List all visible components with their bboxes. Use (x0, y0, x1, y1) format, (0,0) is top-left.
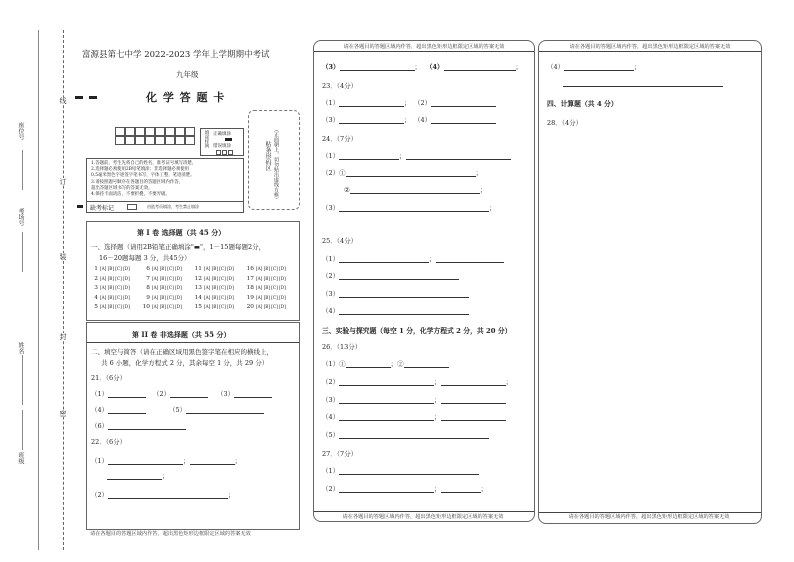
exam-no-label: 考场号 (17, 208, 24, 226)
panel2-notice-top: 请在各题目的答题区域内作答，超出黑色矩形边框限定区域的答案无效 (343, 44, 505, 50)
answer-line[interactable] (190, 457, 235, 465)
exam-header: 富源县第七中学 2022-2023 学年上学期期中考试 (82, 50, 270, 60)
corner-mark (89, 96, 97, 99)
answer-line[interactable] (441, 485, 481, 493)
choice-question-14 (194, 295, 234, 301)
id-digit-box[interactable] (115, 127, 125, 136)
choice-question-3 (90, 285, 130, 291)
answer-line[interactable] (339, 290, 469, 298)
panel-3 (538, 40, 762, 524)
answer-line[interactable] (339, 467, 479, 475)
answer-line[interactable] (108, 422, 186, 430)
answer-line[interactable] (444, 63, 516, 71)
choice-question-13 (194, 285, 234, 291)
corner-mark (75, 96, 83, 99)
answer-line[interactable] (441, 378, 506, 386)
section2-instruction-1: 二、填空与简答（请在正确区域用黑色签字笔在相应的横线上， (91, 348, 273, 356)
choice-question-7 (142, 276, 182, 282)
panel3-notice-bottom: 请在各题目的答题区域内作答，超出黑色矩形边框限定区域的答案无效 (568, 514, 730, 520)
answer-line[interactable] (339, 272, 459, 280)
section2-instruction-2: 共 6 小题，化学方程式 2 分，其余每空 1 分，共 29 分） (101, 359, 269, 367)
q23-label: 23．（4分） (322, 82, 358, 90)
q26-label: 26．（13分） (322, 343, 362, 351)
choice-options-bubbles[interactable]: [A] [B] [C] [D] (152, 285, 182, 290)
choice-question-number: 1 (94, 266, 98, 272)
answer-line[interactable] (340, 63, 415, 71)
answer-line[interactable] (441, 396, 506, 404)
choice-options-bubbles[interactable]: [A] [B] [C] [D] (204, 266, 234, 271)
q26-part-2: （2） ； ； (322, 378, 513, 386)
section1-title: 第 I 卷 选择题（共 45 分） (137, 228, 226, 237)
q23-part-4: （4） (414, 115, 496, 124)
q25-part-4: （4） (322, 306, 469, 315)
id-digit-box[interactable] (115, 136, 125, 145)
seal-word-3: 装 (59, 253, 67, 260)
id-digit-box[interactable] (125, 127, 135, 136)
id-digit-box[interactable] (155, 127, 165, 136)
choice-options-bubbles[interactable]: [A] [B] [C] [D] (152, 275, 182, 281)
correct-fill-label: 正确填涂 (213, 132, 231, 137)
absent-checkbox[interactable] (127, 204, 137, 210)
panel2-notice-bottom: 请在各题目的答题区域内作答，超出黑色矩形边框限定区域的答案无效 (342, 514, 504, 520)
choice-options-bubbles[interactable]: [A] [B] [C] [D] (204, 304, 234, 309)
answer-line[interactable] (339, 204, 489, 212)
answer-line[interactable] (404, 360, 449, 368)
answer-line[interactable] (441, 413, 506, 421)
class-label: 班级 (17, 452, 24, 464)
choice-question-number: 12 (194, 275, 202, 282)
instruction-line: 0.5毫米黑色字迹签字笔书写，字体工整，笔迹清楚。 (91, 173, 195, 179)
q21-part-6: （6） (91, 421, 186, 430)
correct-fill-mark (225, 138, 232, 141)
choice-question-number: 20 (246, 304, 254, 310)
q23-part-3: （3） ； (322, 116, 411, 124)
q26-part-3: （3） ； (322, 395, 506, 404)
seal-word-1: 线 (59, 97, 67, 104)
q26-part-1: （1）① ；② (322, 359, 449, 368)
choice-options-bubbles[interactable]: [A] [B] [C] [D] (100, 294, 130, 300)
choice-question-4 (90, 295, 130, 301)
choice-options-bubbles[interactable]: [A] [B] [C] [D] (152, 266, 182, 271)
instruction-line: 4.保持卡面清洁，不要折叠，不要弄破。 (91, 192, 170, 198)
instruction-line: 1.答题前，考生先将自己的姓名、准考证号填写清楚， (91, 161, 197, 166)
choice-question-9 (142, 295, 182, 301)
choice-options-bubbles[interactable]: [A] [B] [C] [D] (204, 275, 234, 281)
answer-line[interactable] (563, 79, 723, 87)
q24-part-1: （1） ； (322, 151, 511, 160)
fill-example-header: 填涂样例 (204, 130, 209, 148)
choice-question-number: 17 (246, 275, 254, 282)
q24-part-2b: ② ； (344, 186, 487, 194)
id-digit-box[interactable] (165, 136, 175, 145)
answer-line[interactable] (339, 485, 434, 493)
choice-question-number: 18 (246, 285, 254, 291)
id-digit-box[interactable] (135, 136, 145, 145)
q27-part-4-cont (563, 79, 723, 87)
q25-label: 25．（4分） (322, 237, 358, 245)
multiple-choice-box (86, 221, 300, 321)
seat-label: 座位号 (17, 122, 24, 140)
id-digit-box[interactable] (185, 127, 195, 136)
choice-question-number: 4 (94, 294, 98, 301)
choice-question-20 (246, 304, 286, 310)
q22-label: 22．（6分） (91, 438, 127, 446)
panel1-notice: 请在各题目的答题区域内作答，超出黑色矩形边框限定区域的答案无效 (90, 531, 251, 537)
answer-line[interactable] (350, 186, 480, 194)
q28-answer-area[interactable] (547, 131, 752, 501)
section2-title: 第 II 卷 非选择题（共 55 分） (132, 330, 231, 339)
answer-line[interactable] (406, 152, 511, 160)
id-digit-box[interactable] (145, 127, 155, 136)
choice-options-bubbles[interactable]: [A] [B] [C] [D] (100, 304, 130, 309)
answer-line[interactable] (436, 255, 504, 263)
q21-part-4: （4） (91, 405, 146, 414)
choice-question-12 (194, 276, 234, 282)
answer-line[interactable] (339, 378, 434, 386)
answer-line[interactable] (186, 406, 264, 414)
wrong-fill-label: 错误填涂 (213, 144, 231, 149)
choice-question-10 (142, 304, 182, 310)
answer-line[interactable] (108, 390, 146, 398)
choice-question-number: 13 (194, 285, 202, 291)
answer-line[interactable] (339, 255, 429, 263)
q22-part-1: （1） ； ； (91, 457, 242, 465)
section4-title: 四、计算题（共 4 分） (547, 100, 618, 108)
choice-question-1 (90, 266, 130, 272)
instructions-box (86, 158, 244, 202)
instruction-line: 2.选择题必须使用2B铅笔填涂；非选择题必须使用 (91, 167, 190, 173)
q27-part-2: （2） ； ； (322, 485, 488, 493)
instruction-line: 3.请按照题号顺序在各题目的答题区域内作答， (91, 179, 184, 185)
id-digit-box[interactable] (175, 136, 185, 145)
q22-part-2: （2） ； (91, 491, 235, 499)
choice-options-bubbles[interactable]: [A] [B] [C] [D] (100, 266, 130, 271)
q21-part-2: （2） (153, 389, 208, 398)
q27-label: 27．（7分） (322, 450, 358, 458)
answer-line[interactable] (431, 116, 496, 124)
answer-line[interactable] (107, 472, 162, 480)
q24-part-3: （3） ； (322, 204, 496, 212)
answer-line[interactable] (431, 99, 496, 107)
choice-question-16 (246, 266, 286, 272)
section3-title: 三、实验与探究题（每空 1 分，化学方程式 2 分，共 20 分） (322, 327, 512, 335)
choice-options-bubbles[interactable]: [A] [B] [C] [D] (256, 304, 286, 309)
q24-part-2a: （2）① ； (322, 169, 483, 177)
choice-options-bubbles[interactable]: [A] [B] [C] [D] (256, 266, 286, 271)
q23-part-2: （2） (414, 98, 496, 107)
choice-options-bubbles[interactable]: [A] [B] [C] [D] (256, 294, 286, 300)
id-digit-box[interactable] (125, 136, 135, 145)
answer-line[interactable] (108, 457, 183, 465)
choice-question-number: 14 (194, 294, 202, 301)
id-digit-box[interactable] (145, 136, 155, 145)
answer-line[interactable] (339, 116, 404, 124)
choice-question-number: 8 (146, 285, 150, 291)
binding-line (38, 30, 39, 550)
grade: 九年级 (176, 70, 199, 79)
wrong-fill-marks (215, 149, 233, 155)
id-digit-box[interactable] (135, 127, 145, 136)
choice-question-11 (194, 266, 234, 272)
seal-word-4: 封 (59, 333, 67, 340)
choice-question-number: 5 (94, 304, 98, 310)
q23-part-1: （1） ； (322, 99, 411, 107)
answer-line[interactable] (346, 360, 391, 368)
card-title: 化 学 答 题 卡 (146, 91, 226, 104)
answer-line[interactable] (339, 413, 434, 421)
answer-line[interactable] (108, 491, 228, 499)
choice-question-number: 15 (194, 304, 202, 310)
answer-line[interactable] (108, 406, 146, 414)
choice-question-number: 2 (94, 275, 98, 282)
instructions-list (91, 161, 196, 198)
q25-part-3: （3） (322, 289, 469, 298)
choice-question-6 (142, 266, 182, 272)
answer-line[interactable] (170, 390, 208, 398)
choice-options-bubbles[interactable]: [A] [B] [C] [D] (100, 285, 130, 290)
q24-label: 24．（7分） (322, 135, 358, 143)
choice-options-bubbles[interactable]: [A] [B] [C] [D] (152, 304, 182, 309)
choice-options-bubbles[interactable]: [A] [B] [C] [D] (256, 285, 286, 290)
id-digit-box[interactable] (155, 136, 165, 145)
choice-question-number: 3 (94, 285, 98, 291)
seal-line (63, 30, 64, 550)
answer-line[interactable] (339, 396, 434, 404)
absent-note: 由监考员填涂，考生禁止填涂 (147, 204, 199, 209)
q21-part-5: （5） (169, 405, 264, 414)
choice-question-18 (246, 285, 286, 291)
choice-question-number: 7 (146, 275, 150, 282)
q25-part-2: （2） (322, 271, 459, 280)
q21-part-1: （1） (91, 389, 146, 398)
q22-part-3: （3） ； (322, 63, 422, 71)
panel-2 (313, 40, 535, 522)
q21-part-3: （3） (217, 389, 272, 398)
barcode-sticker-area (248, 110, 300, 210)
choice-question-8 (142, 285, 182, 291)
choice-question-number: 9 (146, 294, 150, 301)
q27-part-4: （4） ； (547, 63, 641, 71)
name-label: 姓名 (17, 342, 24, 354)
answer-line[interactable] (339, 152, 399, 160)
answer-line[interactable] (234, 390, 272, 398)
id-digit-box[interactable] (185, 136, 195, 145)
q26-part-5: （5） (322, 430, 489, 439)
choice-question-17 (246, 276, 286, 282)
panel3-notice-top: 请在各题目的答题区域内作答，超出黑色矩形边框限定区域的答案无效 (569, 44, 731, 50)
choice-question-19 (246, 295, 286, 301)
sticker-label: 贴条形码区 (264, 141, 271, 171)
section1-instruction-1: 一、选择题（请用2B铅笔正确填涂"▬"，1－15题每题2分， (91, 243, 266, 251)
choice-question-number: 16 (246, 266, 254, 272)
q27-part-1: （1） (322, 466, 479, 475)
choice-options-bubbles[interactable]: [A] [B] [C] [D] (256, 275, 286, 281)
absent-label: 缺考标记 (90, 205, 115, 212)
absent-marker-row (86, 201, 244, 213)
sticker-note: （正面朝上，切勿贴出虚线方框） (273, 127, 279, 202)
choice-options-bubbles[interactable]: [A] [B] [C] [D] (204, 285, 234, 290)
seal-word-5: 密 (59, 410, 67, 417)
section1-instruction-2: 16－20题每题 3 分，共45分） (99, 254, 191, 262)
q22-part-1-cont: ； (107, 471, 169, 480)
choice-question-2 (90, 276, 130, 282)
answer-line[interactable] (346, 169, 476, 177)
id-digit-box[interactable] (165, 127, 175, 136)
q22-part-4: （4） ； (426, 63, 523, 71)
choice-options-bubbles[interactable]: [A] [B] [C] [D] (152, 294, 182, 300)
answer-line[interactable] (339, 307, 469, 315)
id-digit-box[interactable] (175, 127, 185, 136)
choice-question-number: 19 (246, 294, 254, 301)
choice-question-15 (194, 304, 234, 310)
q28-label: 28．（4分） (547, 119, 583, 127)
choice-question-number: 10 (142, 304, 150, 310)
answer-line[interactable] (339, 431, 489, 439)
choice-question-number: 11 (194, 266, 202, 272)
choice-options-bubbles[interactable]: [A] [B] [C] [D] (100, 275, 130, 281)
choice-question-number: 6 (146, 266, 150, 272)
seal-word-2: 订 (59, 178, 67, 185)
fill-example (200, 128, 244, 156)
q25-part-1: （1） ； (322, 254, 504, 263)
answer-line[interactable] (564, 63, 634, 71)
q21-label: 21．（6分） (91, 374, 127, 382)
q26-part-4: （4） ； (322, 412, 506, 421)
answer-line[interactable] (339, 99, 404, 107)
instruction-line: 超出答题区域书写的答案无效。 (91, 185, 153, 191)
free-response-box (86, 322, 300, 530)
choice-options-bubbles[interactable]: [A] [B] [C] [D] (204, 294, 234, 300)
choice-question-5 (90, 304, 130, 310)
